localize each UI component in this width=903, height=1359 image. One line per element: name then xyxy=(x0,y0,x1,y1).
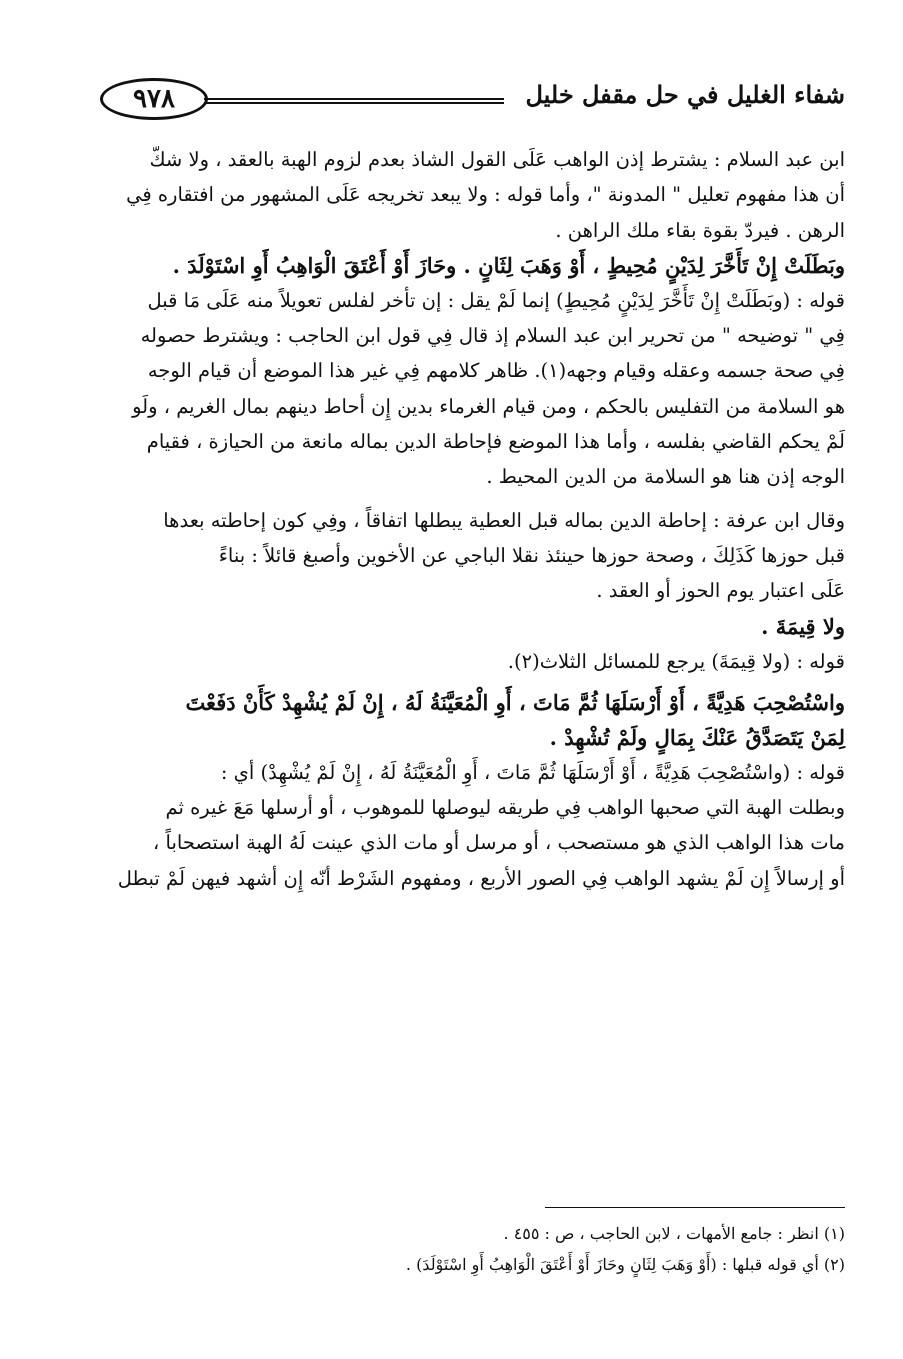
page-number-oval xyxy=(100,78,208,120)
footnote-separator xyxy=(545,1207,845,1208)
text-line: قوله : (ولا قِيمَةَ) يرجع للمسائل الثلاث(٢). xyxy=(507,649,845,673)
header-rule xyxy=(204,98,504,104)
text-line: مات هذا الواهب الذي هو مستصحب ، أو مرسل أو مات الذي عينت لَهُ الهبة استصحاباً ، xyxy=(153,831,845,855)
text-line: هو السلامة من التفليس بالحكم ، ومن قيام الغرماء بدين إِن أحاط دينهم بمال الغريم ، ولَو xyxy=(132,394,845,418)
matn-passage xyxy=(100,248,845,283)
book-title: شفاء الغليل في حل مقفل خليل xyxy=(525,80,845,109)
text-line: ابن عبد السلام : يشترط إذن الواهب عَلَى القول الشاذ بعدم لزوم الهبة بالعقد ، ولا شكّ xyxy=(149,148,845,171)
matn-passage xyxy=(100,609,845,644)
text-line: وبطلت الهبة التي صحبها الواهب فِي طريقه ليوصلها للموهوب ، أو أرسلها مَعَ غيره ثم xyxy=(165,796,845,820)
text-line: أن هذا مفهوم تعليل " المدونة "، وأما قوله : ولا يبعد تخريجه عَلَى المشهور من افتقاره فِي xyxy=(126,183,845,207)
matn-passage xyxy=(100,685,845,755)
text-line: الرهن . فيردّ بقوة بقاء ملك الراهن . xyxy=(555,218,845,242)
text-line: لِمَنْ يَتَصَدَّقُ عَنْكَ بِمَالٍ ولَمْ تُشْهِدْ . xyxy=(549,724,845,750)
commentary-paragraph xyxy=(100,644,845,679)
text-line: فِي " توضيحه " من تحرير ابن عبد السلام إذ قال فِي قول ابن الحاجب : ويشترط حصوله xyxy=(140,324,845,348)
text-line: واسْتُصْحِبَ هَدِيَّةً ، أَوْ أَرْسَلَهَا ثُمَّ مَاتَ ، أَوِ الْمُعَيَّنَةُ لَهُ ، إِنْ لَمْ يُشْهِدْ كَأَنْ دَفَعْتَ xyxy=(185,689,845,715)
footnotes xyxy=(100,1218,845,1280)
page-body xyxy=(100,142,845,896)
text-line: قوله : (وبَطَلَتْ إِنْ تَأَخَّرَ لِدَيْنٍ مُحِيطٍ) إنما لَمْ يقل : إن تأخر لفلس تعويلاً منه عَلَى مَا قبل xyxy=(147,288,845,312)
commentary-paragraph xyxy=(100,503,845,609)
text-line: قبل حوزها كَذَلِكَ ، وصحة حوزها حينئذ نقلا الباجي عن الأخوين وأصبغ قائلاً : بناءً xyxy=(218,543,845,567)
page-header xyxy=(100,78,845,122)
page-number: ٩٧٨ xyxy=(133,84,175,114)
text-line: وبَطَلَتْ إِنْ تَأَخَّرَ لِدَيْنٍ مُحِيطٍ ، أَوْ وَهَبَ لِثَانٍ . وحَازَ أَوْ أَعْتَقَ الْوَاهِبُ أَوِ اسْتَوْلَدَ . xyxy=(172,252,845,278)
text-line: عَلَى اعتبار يوم الحوز أو العقد . xyxy=(596,579,845,603)
footnote: (١) انظر : جامع الأمهات ، لابن الحاجب ، ص : ٤٥٥ . xyxy=(503,1224,845,1243)
commentary-paragraph xyxy=(100,142,845,248)
text-line: أو إرسالاً إِن لَمْ يشهد الواهب فِي الصور الأربع ، ومفهوم الشَرْط أنّه إِن أشهد فيهن لَمْ تبطل xyxy=(117,866,845,890)
text-line: ولا قِيمَةَ . xyxy=(761,613,845,639)
commentary-paragraph xyxy=(100,283,845,495)
text-line: الوجه إذن هنا هو السلامة من الدين المحيط . xyxy=(486,465,845,489)
text-line: وقال ابن عرفة : إحاطة الدين بماله قبل العطية يبطلها اتفاقاً ، وفِي كون إحاطته بعدها xyxy=(163,508,845,532)
commentary-paragraph xyxy=(100,755,845,896)
text-line: لَمْ يحكم القاضي بفلسه ، وأما هذا الموضع فإحاطة الدين بماله مانعة من الحيازة ، فقيام xyxy=(146,430,845,454)
footnote: (٢) أي قوله قبلها : (أَوْ وَهَبَ لِثَانٍ وحَازَ أَوْ أَعْتَقَ الْوَاهِبُ أَوِ اسْتَوْلَدَ) . xyxy=(405,1255,845,1274)
text-line: فِي صحة جسمه وعقله وقيام وجهه(١). ظاهر كلامهم فِي غير هذا الموضع أن قيام الوجه xyxy=(147,359,845,383)
text-line: قوله : (واسْتُصْحِبَ هَدِيَّةً ، أَوْ أَرْسَلَهَا ثُمَّ مَاتَ ، أَوِ الْمُعَيَّنَةُ لَهُ ، إِنْ لَمْ يُشْهِدْ) أي : xyxy=(220,760,845,784)
